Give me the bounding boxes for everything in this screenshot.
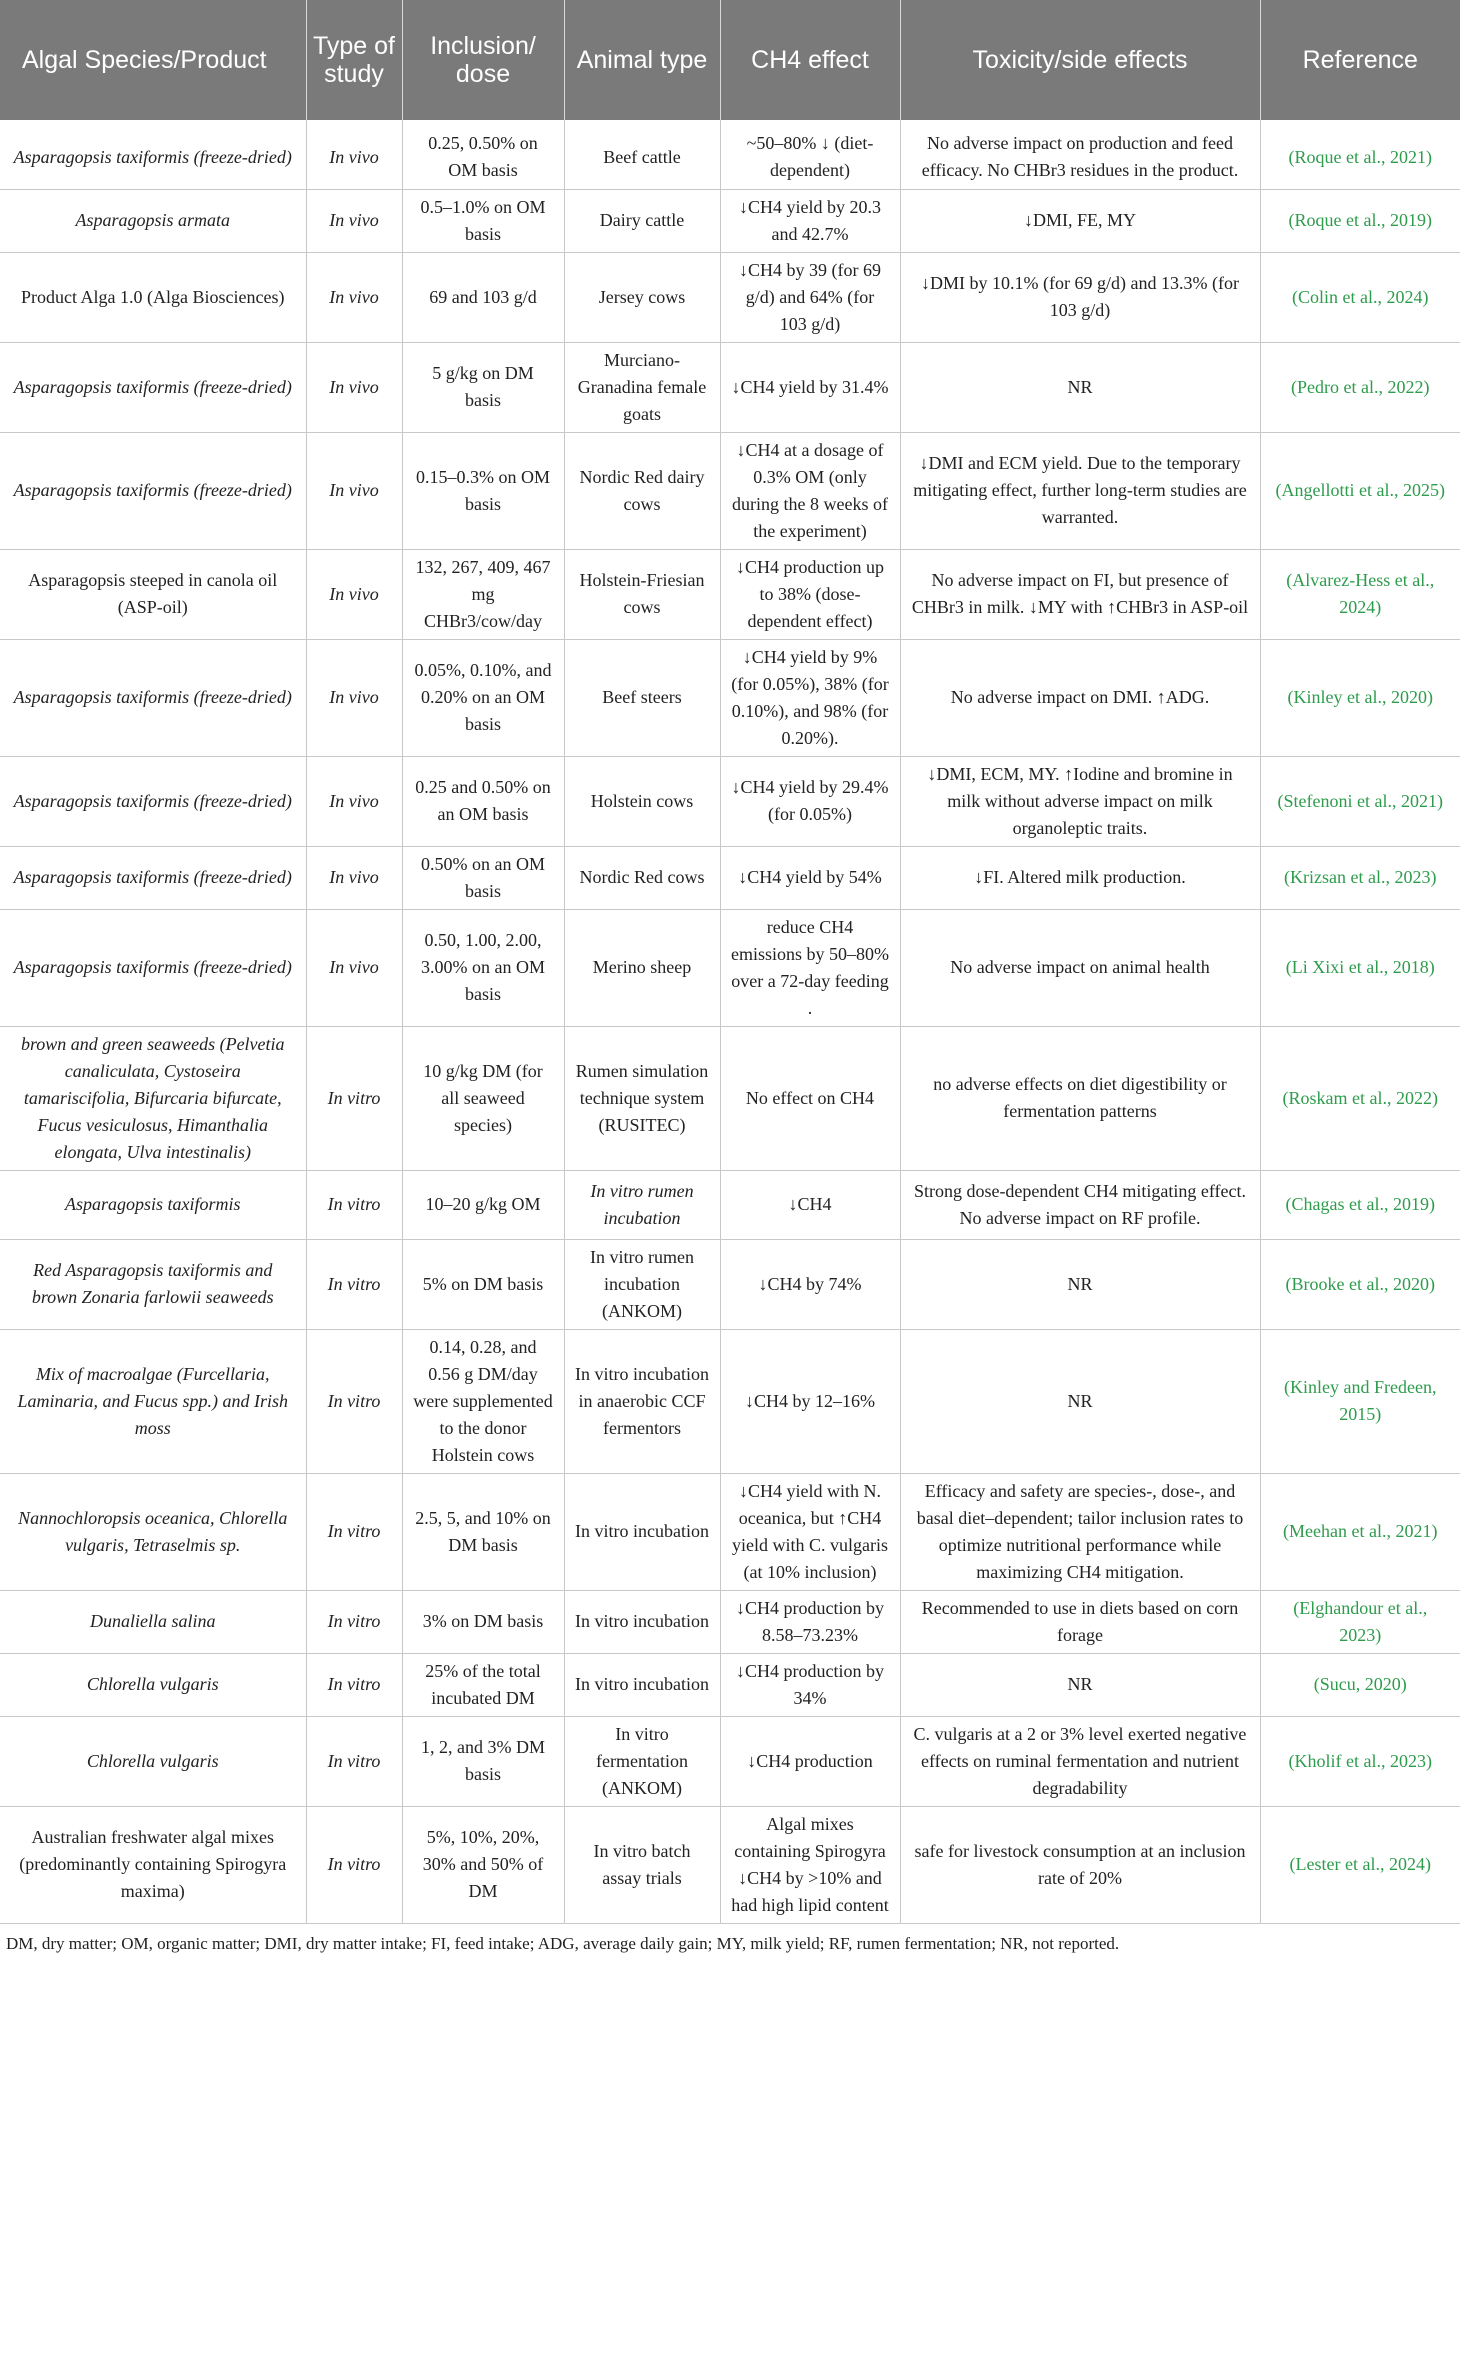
table-row xyxy=(0,1329,1460,1473)
cell-species: Asparagopsis taxiformis (freeze-dried) xyxy=(0,846,306,909)
cell-study: In vitro xyxy=(306,1653,402,1716)
cell-ch4: ~50–80% ↓ (diet-dependent) xyxy=(720,120,900,189)
cell-toxicity: NR xyxy=(900,1653,1260,1716)
table-row xyxy=(0,1473,1460,1590)
cell-ch4: ↓CH4 yield by 9% (for 0.05%), 38% (for 0.10%), and 98% (for 0.20%). xyxy=(720,639,900,756)
cell-species: Dunaliella salina xyxy=(0,1590,306,1653)
header-toxicity: Toxicity/side effects xyxy=(900,0,1260,120)
cell-species: Product Alga 1.0 (Alga Biosciences) xyxy=(0,252,306,342)
cell-species: Asparagopsis armata xyxy=(0,189,306,252)
cell-species: Asparagopsis steeped in canola oil (ASP-oil) xyxy=(0,549,306,639)
table-row xyxy=(0,1590,1460,1653)
cell-reference[interactable]: (Roque et al., 2021) xyxy=(1260,120,1460,189)
cell-ch4: ↓CH4 yield with N. oceanica, but ↑CH4 yield with C. vulgaris (at 10% inclusion) xyxy=(720,1473,900,1590)
cell-study: In vitro xyxy=(306,1716,402,1806)
table-row xyxy=(0,909,1460,1026)
cell-species: Asparagopsis taxiformis (freeze-dried) xyxy=(0,432,306,549)
cell-ch4: ↓CH4 yield by 29.4% (for 0.05%) xyxy=(720,756,900,846)
cell-ch4: ↓CH4 at a dosage of 0.3% OM (only during the 8 weeks of the experiment) xyxy=(720,432,900,549)
table-row xyxy=(0,1806,1460,1923)
cell-study: In vitro xyxy=(306,1806,402,1923)
table-row xyxy=(0,342,1460,432)
cell-species: Asparagopsis taxiformis (freeze-dried) xyxy=(0,756,306,846)
cell-animal: In vitro incubation xyxy=(564,1590,720,1653)
cell-ch4: ↓CH4 production xyxy=(720,1716,900,1806)
cell-species: Asparagopsis taxiformis xyxy=(0,1170,306,1239)
cell-ch4: No effect on CH4 xyxy=(720,1026,900,1170)
cell-toxicity: NR xyxy=(900,342,1260,432)
header-dose: Inclusion/ dose xyxy=(402,0,564,120)
cell-dose: 3% on DM basis xyxy=(402,1590,564,1653)
cell-dose: 0.25, 0.50% on OM basis xyxy=(402,120,564,189)
cell-animal: Murciano-Granadina female goats xyxy=(564,342,720,432)
cell-toxicity: ↓DMI and ECM yield. Due to the temporary mitigating effect, further long-term studies are warranted. xyxy=(900,432,1260,549)
cell-ch4: ↓CH4 by 74% xyxy=(720,1239,900,1329)
cell-ch4: ↓CH4 production by 8.58–73.23% xyxy=(720,1590,900,1653)
cell-species: Asparagopsis taxiformis (freeze-dried) xyxy=(0,909,306,1026)
cell-study: In vivo xyxy=(306,549,402,639)
table-row xyxy=(0,756,1460,846)
cell-animal: Jersey cows xyxy=(564,252,720,342)
cell-animal: In vitro fermentation (ANKOM) xyxy=(564,1716,720,1806)
table-footnote: DM, dry matter; OM, organic matter; DMI, dry matter intake; FI, feed intake; ADG, average daily gain; MY, milk yield; RF, rumen fermentation; NR, not reported. xyxy=(6,1933,1120,1953)
cell-toxicity: no adverse effects on diet digestibility or fermentation patterns xyxy=(900,1026,1260,1170)
cell-ch4: ↓CH4 yield by 54% xyxy=(720,846,900,909)
header-reference: Reference xyxy=(1260,0,1460,120)
cell-dose: 0.14, 0.28, and 0.56 g DM/day were supplemented to the donor Holstein cows xyxy=(402,1329,564,1473)
cell-toxicity: ↓DMI by 10.1% (for 69 g/d) and 13.3% (for 103 g/d) xyxy=(900,252,1260,342)
cell-toxicity: safe for livestock consumption at an inclusion rate of 20% xyxy=(900,1806,1260,1923)
cell-animal: In vitro incubation in anaerobic CCF fermentors xyxy=(564,1329,720,1473)
cell-dose: 1, 2, and 3% DM basis xyxy=(402,1716,564,1806)
cell-dose: 0.15–0.3% on OM basis xyxy=(402,432,564,549)
cell-animal: In vitro incubation xyxy=(564,1473,720,1590)
cell-ch4: ↓CH4 xyxy=(720,1170,900,1239)
cell-dose: 0.25 and 0.50% on an OM basis xyxy=(402,756,564,846)
cell-study: In vitro xyxy=(306,1170,402,1239)
cell-reference[interactable]: (Pedro et al., 2022) xyxy=(1260,342,1460,432)
cell-ch4: ↓CH4 yield by 20.3 and 42.7% xyxy=(720,189,900,252)
cell-animal: Beef steers xyxy=(564,639,720,756)
cell-study: In vivo xyxy=(306,846,402,909)
cell-animal: Nordic Red dairy cows xyxy=(564,432,720,549)
cell-ch4: ↓CH4 production by 34% xyxy=(720,1653,900,1716)
cell-species: Mix of macroalgae (Furcellaria, Laminaria, and Fucus spp.) and Irish moss xyxy=(0,1329,306,1473)
cell-reference[interactable]: (Alvarez-Hess et al., 2024) xyxy=(1260,549,1460,639)
header-study: Type of study xyxy=(306,0,402,120)
cell-reference[interactable]: (Kinley et al., 2020) xyxy=(1260,639,1460,756)
cell-species: brown and green seaweeds (Pelvetia canaliculata, Cystoseira tamariscifolia, Bifurcaria bifurcate, Fucus vesiculosus, Himanthalia elongata, Ulva intestinalis) xyxy=(0,1026,306,1170)
table-row xyxy=(0,252,1460,342)
cell-reference[interactable]: (Krizsan et al., 2023) xyxy=(1260,846,1460,909)
header-species: Algal Species/Product xyxy=(0,0,306,120)
cell-reference[interactable]: (Kinley and Fredeen, 2015) xyxy=(1260,1329,1460,1473)
cell-ch4: ↓CH4 production up to 38% (dose-dependent effect) xyxy=(720,549,900,639)
cell-reference[interactable]: (Stefenoni et al., 2021) xyxy=(1260,756,1460,846)
cell-animal: Rumen simulation technique system (RUSITEC) xyxy=(564,1026,720,1170)
cell-toxicity: No adverse impact on production and feed efficacy. No CHBr3 residues in the product. xyxy=(900,120,1260,189)
cell-study: In vitro xyxy=(306,1026,402,1170)
cell-dose: 0.5–1.0% on OM basis xyxy=(402,189,564,252)
table-row xyxy=(0,1170,1460,1239)
table-row xyxy=(0,120,1460,189)
cell-dose: 10 g/kg DM (for all seaweed species) xyxy=(402,1026,564,1170)
cell-ch4: ↓CH4 by 12–16% xyxy=(720,1329,900,1473)
cell-toxicity: No adverse impact on FI, but presence of CHBr3 in milk. ↓MY with ↑CHBr3 in ASP-oil xyxy=(900,549,1260,639)
cell-toxicity: ↓DMI, ECM, MY. ↑Iodine and bromine in milk without adverse impact on milk organoleptic traits. xyxy=(900,756,1260,846)
cell-toxicity: No adverse impact on DMI. ↑ADG. xyxy=(900,639,1260,756)
cell-dose: 5%, 10%, 20%, 30% and 50% of DM xyxy=(402,1806,564,1923)
cell-study: In vivo xyxy=(306,252,402,342)
cell-study: In vivo xyxy=(306,189,402,252)
cell-species: Australian freshwater algal mixes (predominantly containing Spirogyra maxima) xyxy=(0,1806,306,1923)
cell-dose: 5% on DM basis xyxy=(402,1239,564,1329)
cell-reference[interactable]: (Roskam et al., 2022) xyxy=(1260,1026,1460,1170)
cell-species: Asparagopsis taxiformis (freeze-dried) xyxy=(0,342,306,432)
table-row xyxy=(0,189,1460,252)
cell-ch4: reduce CH4 emissions by 50–80% over a 72-day feeding . xyxy=(720,909,900,1026)
cell-reference[interactable]: (Colin et al., 2024) xyxy=(1260,252,1460,342)
cell-reference[interactable]: (Brooke et al., 2020) xyxy=(1260,1239,1460,1329)
cell-species: Asparagopsis taxiformis (freeze-dried) xyxy=(0,639,306,756)
cell-reference[interactable]: (Sucu, 2020) xyxy=(1260,1653,1460,1716)
cell-reference[interactable]: (Meehan et al., 2021) xyxy=(1260,1473,1460,1590)
cell-animal: Holstein cows xyxy=(564,756,720,846)
cell-study: In vivo xyxy=(306,120,402,189)
cell-reference[interactable]: (Elghandour et al., 2023) xyxy=(1260,1590,1460,1653)
cell-species: Chlorella vulgaris xyxy=(0,1716,306,1806)
table-row xyxy=(0,1716,1460,1806)
table-row xyxy=(0,1026,1460,1170)
cell-toxicity: NR xyxy=(900,1239,1260,1329)
cell-reference[interactable]: (Li Xixi et al., 2018) xyxy=(1260,909,1460,1026)
cell-dose: 5 g/kg on DM basis xyxy=(402,342,564,432)
cell-animal: In vitro batch assay trials xyxy=(564,1806,720,1923)
cell-toxicity: Recommended to use in diets based on corn forage xyxy=(900,1590,1260,1653)
cell-dose: 0.05%, 0.10%, and 0.20% on an OM basis xyxy=(402,639,564,756)
cell-toxicity: ↓FI. Altered milk production. xyxy=(900,846,1260,909)
table-row xyxy=(0,432,1460,549)
header-row xyxy=(0,0,1460,120)
cell-animal: In vitro rumen incubation (ANKOM) xyxy=(564,1239,720,1329)
cell-species: Red Asparagopsis taxiformis and brown Zonaria farlowii seaweeds xyxy=(0,1239,306,1329)
cell-animal: Beef cattle xyxy=(564,120,720,189)
cell-toxicity: NR xyxy=(900,1329,1260,1473)
header-ch4: CH4 effect xyxy=(720,0,900,120)
cell-study: In vivo xyxy=(306,639,402,756)
cell-dose: 132, 267, 409, 467 mg CHBr3/cow/day xyxy=(402,549,564,639)
cell-dose: 0.50% on an OM basis xyxy=(402,846,564,909)
header-animal: Animal type xyxy=(564,0,720,120)
table-row xyxy=(0,1239,1460,1329)
cell-reference[interactable]: (Roque et al., 2019) xyxy=(1260,189,1460,252)
cell-toxicity: ↓DMI, FE, MY xyxy=(900,189,1260,252)
cell-species: Nannochloropsis oceanica, Chlorella vulgaris, Tetraselmis sp. xyxy=(0,1473,306,1590)
cell-study: In vivo xyxy=(306,432,402,549)
cell-animal: In vitro rumen incubation xyxy=(564,1170,720,1239)
table-row xyxy=(0,1653,1460,1716)
cell-ch4: Algal mixes containing Spirogyra ↓CH4 by >10% and had high lipid content xyxy=(720,1806,900,1923)
cell-dose: 69 and 103 g/d xyxy=(402,252,564,342)
cell-study: In vivo xyxy=(306,909,402,1026)
cell-ch4: ↓CH4 by 39 (for 69 g/d) and 64% (for 103 g/d) xyxy=(720,252,900,342)
cell-study: In vitro xyxy=(306,1329,402,1473)
cell-dose: 2.5, 5, and 10% on DM basis xyxy=(402,1473,564,1590)
cell-toxicity: No adverse impact on animal health xyxy=(900,909,1260,1026)
cell-species: Asparagopsis taxiformis (freeze-dried) xyxy=(0,120,306,189)
cell-reference[interactable]: (Kholif et al., 2023) xyxy=(1260,1716,1460,1806)
cell-toxicity: Strong dose-dependent CH4 mitigating effect. No adverse impact on RF profile. xyxy=(900,1170,1260,1239)
cell-reference[interactable]: (Angellotti et al., 2025) xyxy=(1260,432,1460,549)
cell-animal: Dairy cattle xyxy=(564,189,720,252)
cell-reference[interactable]: (Chagas et al., 2019) xyxy=(1260,1170,1460,1239)
cell-study: In vitro xyxy=(306,1590,402,1653)
cell-study: In vitro xyxy=(306,1473,402,1590)
cell-species: Chlorella vulgaris xyxy=(0,1653,306,1716)
cell-ch4: ↓CH4 yield by 31.4% xyxy=(720,342,900,432)
cell-animal: Merino sheep xyxy=(564,909,720,1026)
cell-dose: 25% of the total incubated DM xyxy=(402,1653,564,1716)
table-row xyxy=(0,846,1460,909)
cell-toxicity: Efficacy and safety are species-, dose-, and basal diet–dependent; tailor inclusion rates to optimize nutritional performance while maximizing CH4 mitigation. xyxy=(900,1473,1260,1590)
cell-reference[interactable]: (Lester et al., 2024) xyxy=(1260,1806,1460,1923)
cell-dose: 10–20 g/kg OM xyxy=(402,1170,564,1239)
cell-toxicity: C. vulgaris at a 2 or 3% level exerted negative effects on ruminal fermentation and nutrient degradability xyxy=(900,1716,1260,1806)
cell-animal: In vitro incubation xyxy=(564,1653,720,1716)
cell-study: In vivo xyxy=(306,342,402,432)
table-row xyxy=(0,549,1460,639)
cell-animal: Nordic Red cows xyxy=(564,846,720,909)
table-row xyxy=(0,639,1460,756)
cell-dose: 0.50, 1.00, 2.00, 3.00% on an OM basis xyxy=(402,909,564,1026)
cell-study: In vitro xyxy=(306,1239,402,1329)
cell-study: In vivo xyxy=(306,756,402,846)
cell-animal: Holstein-Friesian cows xyxy=(564,549,720,639)
